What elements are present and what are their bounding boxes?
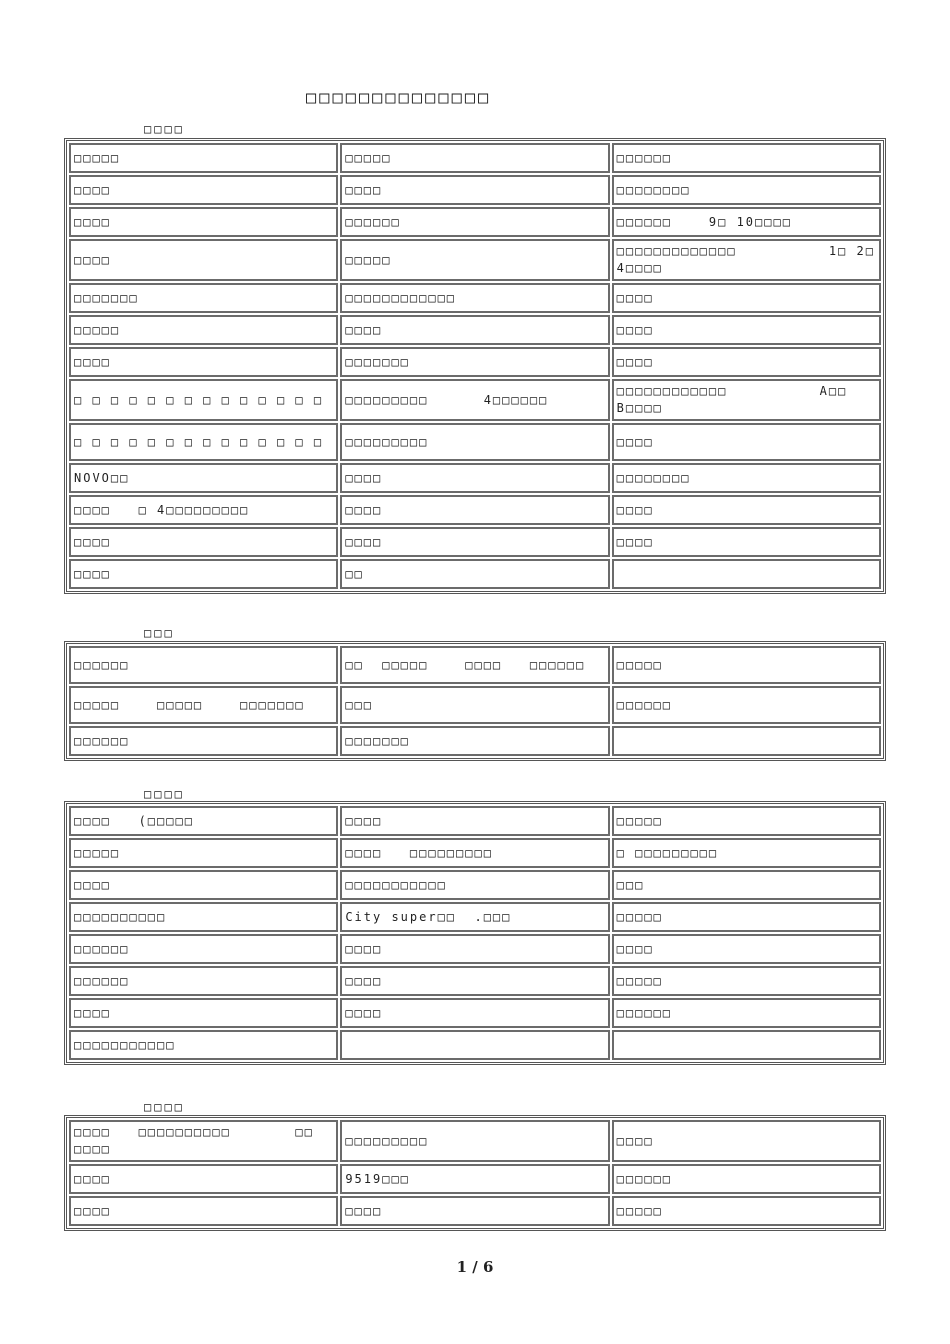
table-cell: □□□□□	[612, 1196, 881, 1226]
data-table	[64, 801, 886, 1065]
table-row	[69, 495, 881, 525]
table-row	[69, 239, 881, 281]
table-row	[69, 1120, 881, 1162]
table-cell: □□□□	[340, 463, 609, 493]
table-cell: □□□□	[340, 998, 609, 1028]
table-row	[69, 646, 881, 684]
table-cell: □□□□	[340, 527, 609, 557]
table-row	[69, 423, 881, 461]
table-cell: □□□□□□□	[69, 283, 338, 313]
table-row	[69, 175, 881, 205]
data-table	[64, 1115, 886, 1231]
table-cell: □□□□ □ 4□□□□□□□□□	[69, 495, 338, 525]
table-cell: □□□□	[612, 347, 881, 377]
table-row	[69, 726, 881, 756]
section-label: □□□□	[144, 787, 185, 801]
table-cell: □□□□	[69, 1164, 338, 1194]
table-row	[69, 527, 881, 557]
table-cell: □□□□	[69, 527, 338, 557]
table-cell: □□□□	[612, 934, 881, 964]
table-cell: □□	[340, 559, 609, 589]
table-cell: □□□□□□	[612, 1164, 881, 1194]
table-cell: □□□□□□□□□□□□	[340, 283, 609, 313]
table-cell: □□□□	[69, 998, 338, 1028]
table-row	[69, 686, 881, 724]
table-cell: □□□□□□□	[340, 347, 609, 377]
table-cell: □□ □□□□□ □□□□ □□□□□□	[340, 646, 609, 684]
table-row	[69, 379, 881, 421]
table-cell: □□□□□□	[612, 998, 881, 1028]
table-cell: □□□□□	[612, 966, 881, 996]
table-row	[69, 934, 881, 964]
table-cell: □□□□	[69, 207, 338, 237]
table-cell: □□□□□	[612, 646, 881, 684]
table-cell: City super□□ .□□□	[340, 902, 609, 932]
table-cell: □□□□□□□□□□	[69, 902, 338, 932]
table-cell: □□□□□□ 9□ 10□□□□	[612, 207, 881, 237]
table-cell: □□□□	[340, 315, 609, 345]
table-row	[69, 838, 881, 868]
table-cell: □□□□	[69, 870, 338, 900]
table-cell: □□□□	[340, 1196, 609, 1226]
table-cell: □□□□	[69, 347, 338, 377]
section-label: □□□□	[144, 1100, 185, 1114]
table-cell: □□□□ □□□□□□□□□	[340, 838, 609, 868]
table-row	[69, 283, 881, 313]
table-cell: □□□□	[340, 966, 609, 996]
table-cell: □□□□□□	[340, 207, 609, 237]
table-cell: □□□□	[612, 423, 881, 461]
table-cell: □□□□□□□□□	[340, 1120, 609, 1162]
table-row	[69, 1030, 881, 1060]
table-cell: □□□□□□□□	[612, 463, 881, 493]
data-table	[64, 641, 886, 761]
table-cell	[612, 1030, 881, 1060]
table-cell: □□□□	[340, 175, 609, 205]
table-cell: □ □ □ □ □ □ □ □ □ □ □ □ □ □	[69, 423, 338, 461]
table-cell: □□□□□□	[69, 966, 338, 996]
table-cell: □□□□□□□□□□□□ A□□ B□□□□	[612, 379, 881, 421]
table-row	[69, 143, 881, 173]
table-row	[69, 870, 881, 900]
table-row	[69, 998, 881, 1028]
table-cell: □□□□□□□	[340, 726, 609, 756]
table-cell: □□□□	[69, 239, 338, 281]
table-row	[69, 966, 881, 996]
table-cell: □□□□□	[612, 902, 881, 932]
page-number: 1 / 6	[456, 1258, 494, 1276]
data-table	[64, 138, 886, 594]
table-row	[69, 1164, 881, 1194]
table-cell: □□□□	[340, 934, 609, 964]
table-cell: □□□□□□	[69, 726, 338, 756]
table-cell: □□□□	[612, 527, 881, 557]
table-cell: □□□□	[612, 283, 881, 313]
table-cell: □□□□	[340, 495, 609, 525]
table-cell: □ □ □ □ □ □ □ □ □ □ □ □ □ □	[69, 379, 338, 421]
table-cell: □□□□□□□□□ 4□□□□□□	[340, 379, 609, 421]
table-cell: □□□□□	[69, 143, 338, 173]
table-cell: □□□□□	[612, 806, 881, 836]
section-label: □□□	[144, 626, 175, 640]
table-cell: □□□□□□	[612, 686, 881, 724]
table-cell: □□□□	[69, 175, 338, 205]
table-cell: □□□□	[340, 806, 609, 836]
table-cell: □□□	[340, 686, 609, 724]
table-cell: □□□□□	[69, 315, 338, 345]
table-cell: □□□□□□□□□□□	[340, 870, 609, 900]
table-cell: □□□□	[612, 1120, 881, 1162]
table-cell: □□□□□□□□□	[340, 423, 609, 461]
table-cell: □□□□ (□□□□□	[69, 806, 338, 836]
table-cell: □□□□□□□□□□□□□ 1□ 2□ 4□□□□	[612, 239, 881, 281]
table-cell: □□□□	[612, 495, 881, 525]
table-cell: □□□□□	[340, 143, 609, 173]
table-row	[69, 559, 881, 589]
table-row	[69, 347, 881, 377]
table-cell: □□□□□	[340, 239, 609, 281]
table-cell: □□□□	[69, 1196, 338, 1226]
table-cell: □□□□□ □□□□□ □□□□□□□	[69, 686, 338, 724]
table-cell: □□□□□□□□□□□	[69, 1030, 338, 1060]
table-cell: NOVO□□	[69, 463, 338, 493]
table-row	[69, 902, 881, 932]
table-cell	[340, 1030, 609, 1060]
table-cell: □ □□□□□□□□□	[612, 838, 881, 868]
table-cell: □□□□ □□□□□□□□□□ □□ □□□□	[69, 1120, 338, 1162]
table-cell: □□□□	[612, 315, 881, 345]
table-row	[69, 806, 881, 836]
table-cell: □□□□□□	[612, 143, 881, 173]
table-cell	[612, 726, 881, 756]
table-row	[69, 207, 881, 237]
table-cell: □□□	[612, 870, 881, 900]
table-cell: □□□□□□	[69, 934, 338, 964]
table-row	[69, 315, 881, 345]
table-cell	[612, 559, 881, 589]
table-cell: □□□□□□	[69, 646, 338, 684]
table-cell: 9519□□□	[340, 1164, 609, 1194]
page-title: □□□□□□□□□□□□□□	[306, 88, 492, 108]
table-row	[69, 463, 881, 493]
table-cell: □□□□□□□□	[612, 175, 881, 205]
table-row	[69, 1196, 881, 1226]
table-cell: □□□□□	[69, 838, 338, 868]
section-label: □□□□	[144, 122, 185, 136]
table-cell: □□□□	[69, 559, 338, 589]
